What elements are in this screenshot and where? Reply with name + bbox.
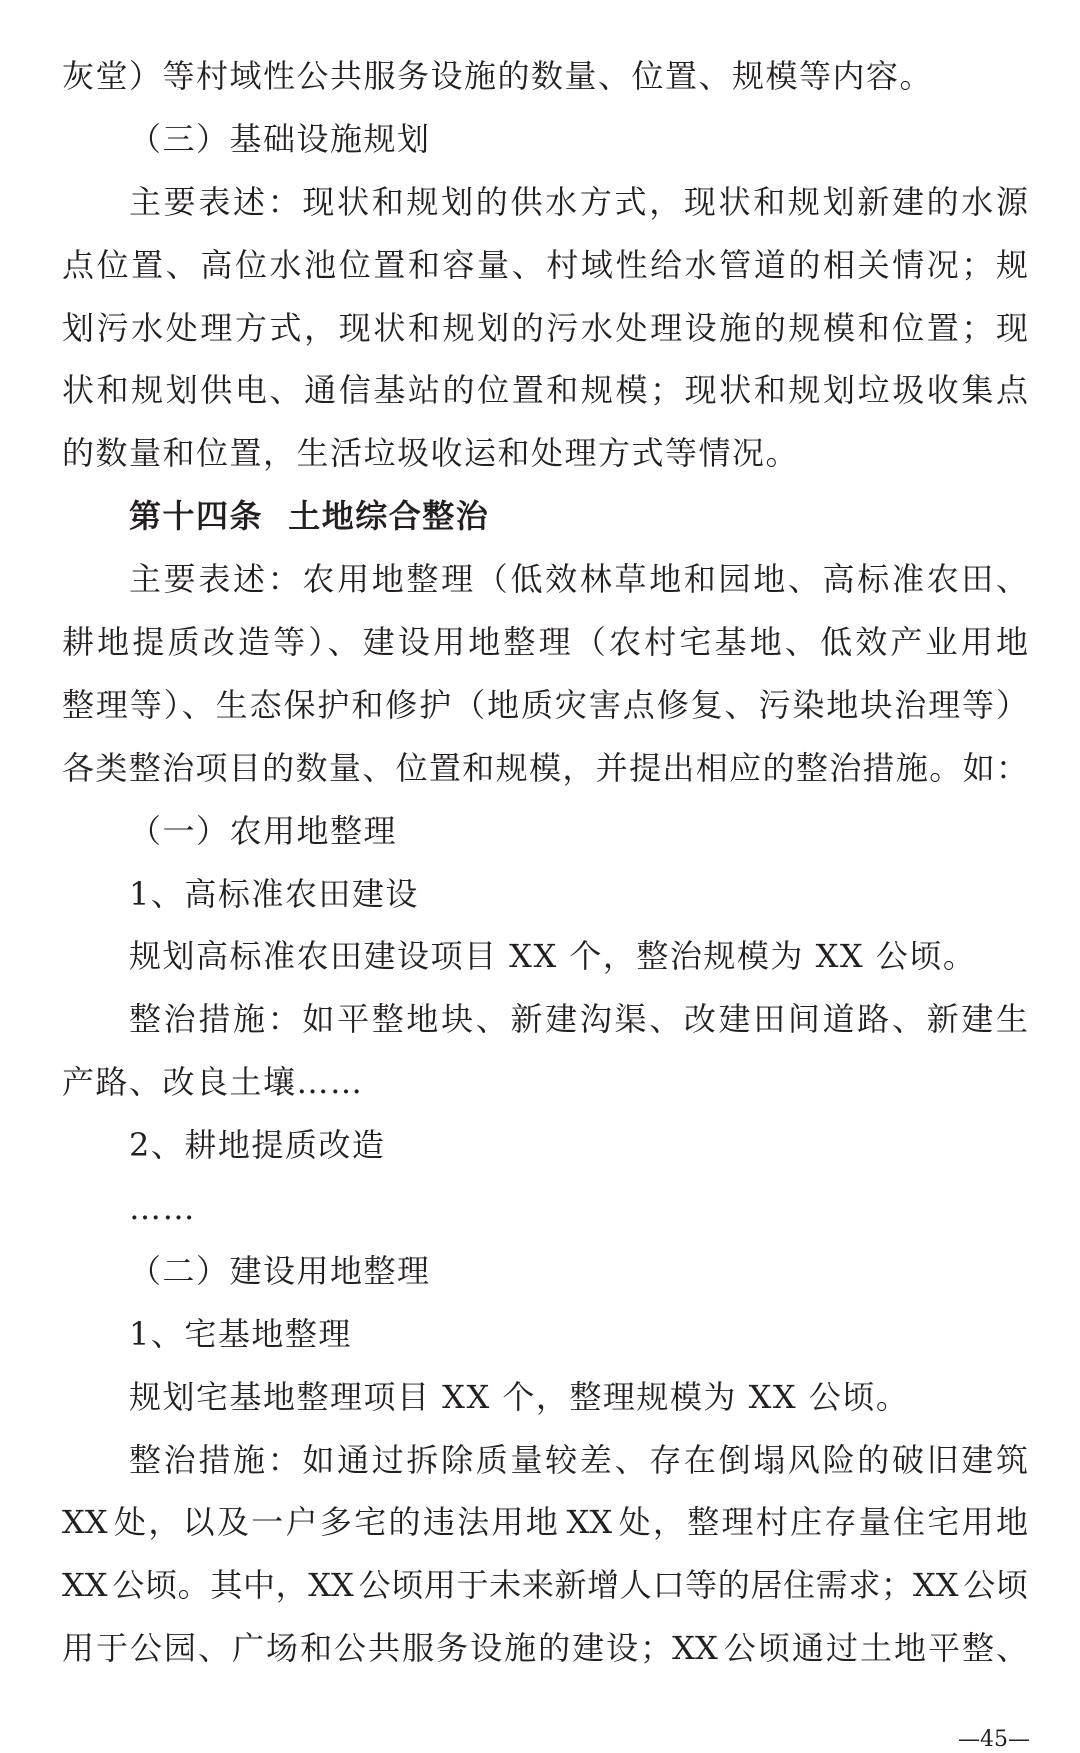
paragraph-line: 各类整治项目的数量、位置和规模，并提出相应的整治措施。如： — [62, 748, 1028, 787]
section-heading-construction-land-consolidation: （二）建设用地整理 — [129, 1251, 431, 1290]
item-heading-cultivated-land-upgrade: 2、耕地提质改造 — [129, 1126, 386, 1165]
paragraph-line: 划污水处理方式，现状和规划的污水处理设施的规模和位置；现 — [62, 308, 1028, 347]
paragraph-line: 规划高标准农田建设项目 XX 个，整治规模为 XX 公顷。 — [129, 937, 977, 976]
paragraph-line: 状和规划供电、通信基站的位置和规模；现状和规划垃圾收集点 — [62, 371, 1028, 410]
article-heading-land-consolidation: 第十四条 土地综合整治 — [129, 497, 490, 536]
paragraph-line: 的数量和位置，生活垃圾收运和处理方式等情况。 — [62, 434, 800, 473]
item-heading-high-standard-farmland: 1、高标准农田建设 — [129, 874, 419, 913]
continued-text-line: 灰堂）等村域性公共服务设施的数量、位置、规模等内容。 — [62, 57, 934, 95]
paragraph-line: 点位置、高位水池位置和容量、村域性给水管道的相关情况；规 — [62, 245, 1028, 284]
paragraph-line: 整治措施：如平整地块、新建沟渠、改建田间道路、新建生 — [129, 1000, 1028, 1039]
paragraph-line: XX 处，以及一户多宅的违法用地 XX 处，整理村庄存量住宅用地 — [62, 1503, 1028, 1542]
page-number: —45— — [958, 1727, 1030, 1752]
ellipsis-line: …… — [129, 1189, 196, 1228]
section-heading-infrastructure-planning: （三）基础设施规划 — [129, 119, 431, 158]
section-heading-farmland-consolidation: （一）农用地整理 — [129, 811, 398, 850]
item-heading-homestead-consolidation: 1、宅基地整理 — [129, 1314, 352, 1353]
paragraph-line: 耕地提质改造等）、建设用地整理（农村宅基地、低效产业用地 — [62, 623, 1028, 662]
paragraph-line: 整理等）、生态保护和修护（地质灾害点修复、污染地块治理等） — [62, 685, 1028, 724]
paragraph-line: XX 公顷。其中，XX 公顷用于未来新增人口等的居住需求；XX 公顷 — [62, 1566, 1028, 1605]
page-body — [62, 45, 1028, 1680]
paragraph-line: 主要表述：现状和规划的供水方式，现状和规划新建的水源 — [129, 182, 1028, 221]
paragraph-line: 用于公园、广场和公共服务设施的建设；XX 公顷通过土地平整、 — [62, 1629, 1028, 1668]
paragraph-line: 整治措施：如通过拆除质量较差、存在倒塌风险的破旧建筑 — [129, 1440, 1028, 1479]
paragraph-line: 主要表述：农用地整理（低效林草地和园地、高标准农田、 — [129, 560, 1028, 599]
paragraph-line: 产路、改良土壤…… — [62, 1063, 364, 1102]
paragraph-line: 规划宅基地整理项目 XX 个，整理规模为 XX 公顷。 — [129, 1377, 910, 1416]
